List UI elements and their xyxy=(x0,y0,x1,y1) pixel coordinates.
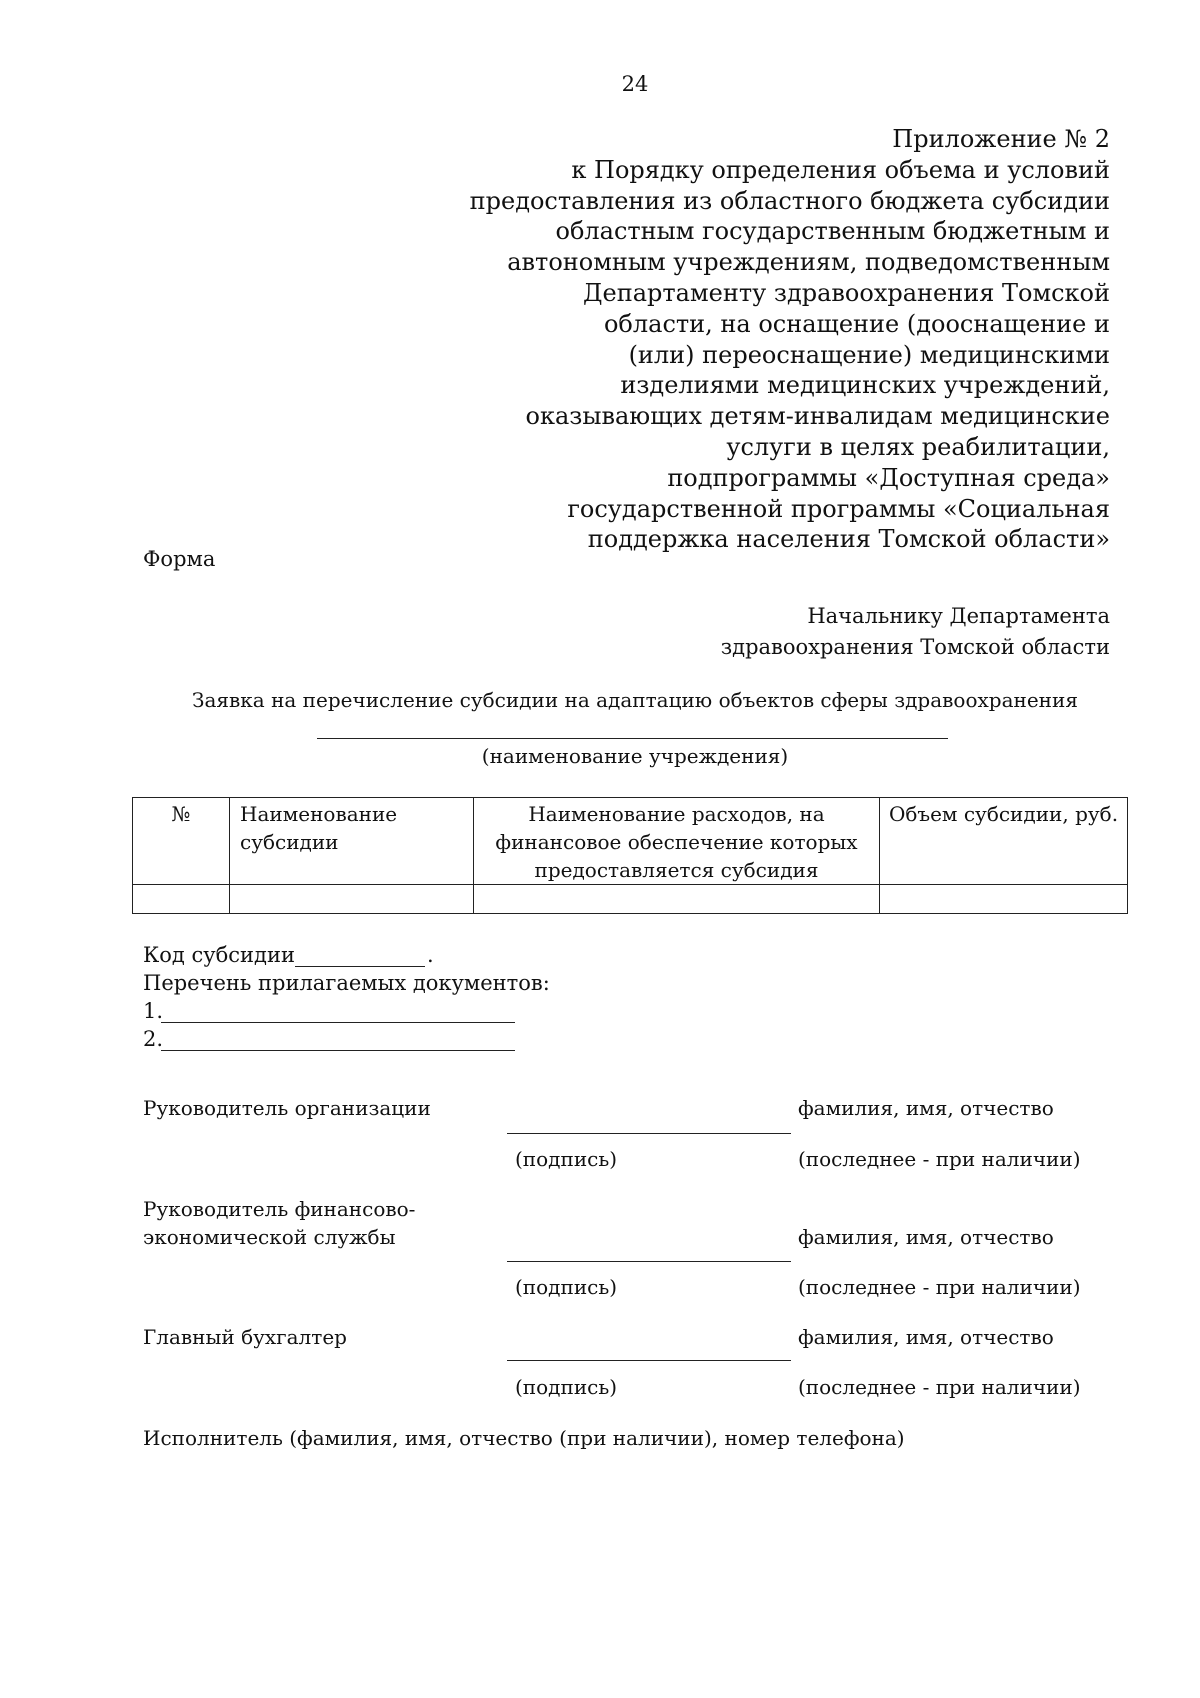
addressee-line: Начальнику Департамента xyxy=(807,604,1110,628)
executor-line: Исполнитель (фамилия, имя, отчество (при наличии), номер телефона) xyxy=(143,1426,905,1450)
column-header-subsidy-name: Наименование субсидии xyxy=(230,798,474,885)
table-row xyxy=(133,885,1128,914)
document-item-number: 2. xyxy=(143,1027,164,1051)
subsidy-code-blank[interactable] xyxy=(295,966,425,967)
appendix-line: услуги в целях реабилитации, xyxy=(726,432,1110,461)
finance-signature-line[interactable] xyxy=(507,1261,791,1262)
appendix-line: оказывающих детям-инвалидам медицинские xyxy=(525,402,1110,431)
addressee-line: здравоохранения Томской области xyxy=(720,635,1110,659)
subsidy-table xyxy=(132,797,1128,914)
request-title: Заявка на перечисление субсидии на адаптацию объектов сферы здравоохранения xyxy=(192,688,1078,712)
documents-label: Перечень прилагаемых документов: xyxy=(143,971,550,995)
document-item-blank[interactable] xyxy=(161,1050,515,1051)
finance-signature-caption: (подпись) xyxy=(515,1275,618,1299)
form-label: Форма xyxy=(143,547,216,571)
accountant-note: (последнее - при наличии) xyxy=(798,1375,1081,1399)
head-note: (последнее - при наличии) xyxy=(798,1147,1081,1171)
accountant-signature-caption: (подпись) xyxy=(515,1375,618,1399)
subsidy-code-label: Код субсидии xyxy=(143,943,295,967)
column-header-number: № xyxy=(133,798,230,885)
appendix-line: автономным учреждениям, подведомственным xyxy=(507,248,1110,277)
appendix-line: областным государственным бюджетным и xyxy=(555,217,1110,246)
finance-fio-label: фамилия, имя, отчество xyxy=(798,1225,1054,1249)
table-header-row xyxy=(133,798,1128,885)
finance-title-line2: экономической службы xyxy=(143,1225,396,1249)
table-cell[interactable] xyxy=(880,885,1128,914)
finance-title-line1: Руководитель финансово- xyxy=(143,1197,416,1221)
head-signature-line[interactable] xyxy=(507,1133,791,1134)
appendix-line: изделиями медицинских учреждений, xyxy=(620,371,1110,400)
finance-note: (последнее - при наличии) xyxy=(798,1275,1081,1299)
appendix-line: предоставления из областного бюджета субсидии xyxy=(469,186,1110,215)
appendix-line: (или) переоснащение) медицинскими xyxy=(628,340,1110,369)
institution-caption: (наименование учреждения) xyxy=(481,744,789,768)
subsidy-code-period: . xyxy=(427,943,434,967)
appendix-line: Департаменту здравоохранения Томской xyxy=(583,278,1110,307)
appendix-line: поддержка населения Томской области» xyxy=(587,525,1110,554)
table-cell[interactable] xyxy=(474,885,880,914)
head-signature-caption: (подпись) xyxy=(515,1147,618,1171)
appendix-line: Приложение № 2 xyxy=(892,125,1110,153)
appendix-line: к Порядку определения объема и условий xyxy=(571,155,1110,184)
document-item-number: 1. xyxy=(143,999,164,1023)
institution-name-line xyxy=(317,738,948,739)
table-cell[interactable] xyxy=(230,885,474,914)
head-title: Руководитель организации xyxy=(143,1096,431,1120)
document-item-blank[interactable] xyxy=(161,1022,515,1023)
column-header-subsidy-amount: Объем субсидии, руб. xyxy=(880,798,1128,885)
appendix-line: области, на оснащение (дооснащение и xyxy=(603,309,1110,338)
accountant-fio-label: фамилия, имя, отчество xyxy=(798,1325,1054,1349)
accountant-signature-line[interactable] xyxy=(507,1360,791,1361)
column-header-expense-name: Наименование расходов, на финансовое обеспечение которых предоставляется субсидия xyxy=(474,798,880,885)
appendix-line: подпрограммы «Доступная среда» xyxy=(667,463,1110,492)
accountant-title: Главный бухгалтер xyxy=(143,1325,347,1349)
addressee xyxy=(721,601,1110,663)
head-fio-label: фамилия, имя, отчество xyxy=(798,1096,1054,1120)
table-cell[interactable] xyxy=(133,885,230,914)
appendix-header xyxy=(470,124,1110,555)
appendix-line: государственной программы «Социальная xyxy=(567,494,1110,523)
page-number: 24 xyxy=(621,72,649,96)
